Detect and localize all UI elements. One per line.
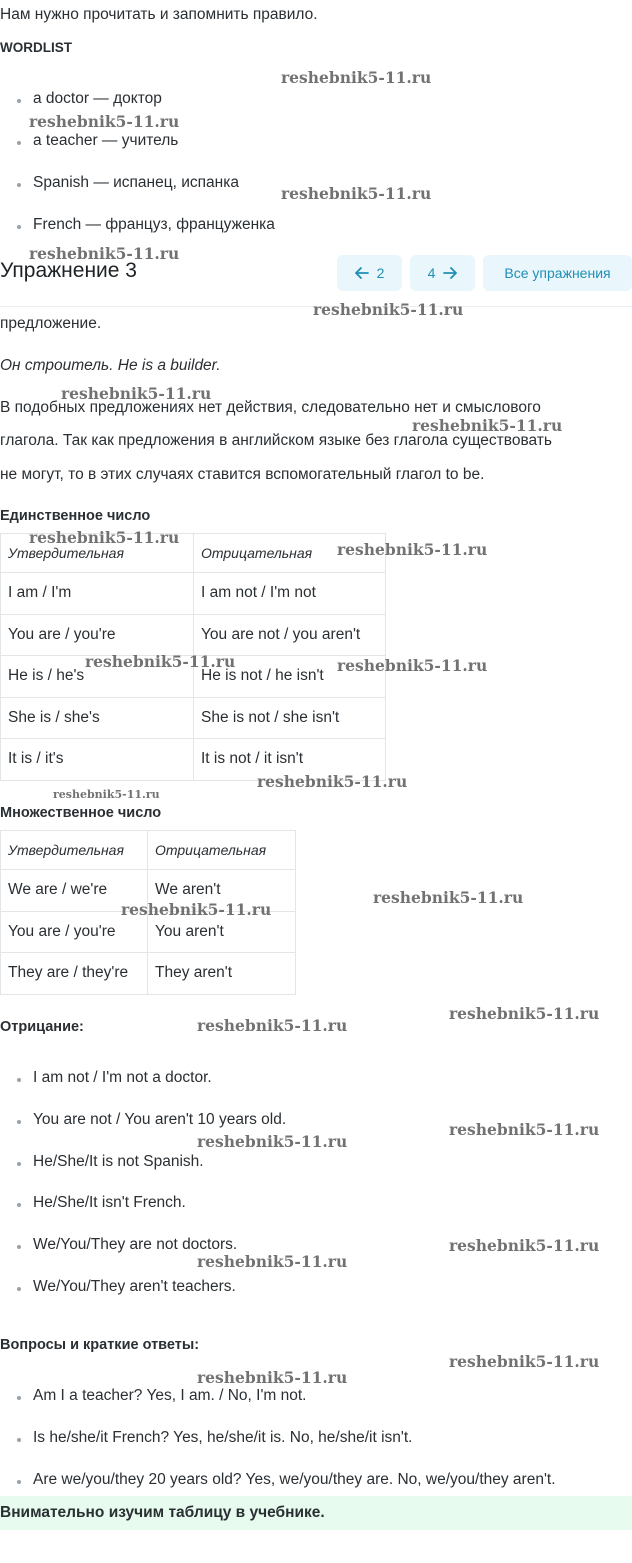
all-exercises-label: Все упражнения — [504, 265, 611, 281]
table-cell: We are / we're — [1, 870, 148, 912]
watermark: reshebnik5-11.ru — [281, 184, 432, 203]
list-item: Are we/you/they 20 years old? Yes, we/you/they are. No, we/you/they aren't. — [33, 1471, 556, 1488]
table-cell: I am not / I'm not — [194, 573, 386, 615]
table-cell: You are not / you aren't — [194, 614, 386, 656]
table-cell: I am / I'm — [1, 573, 194, 615]
list-item: a teacher — учитель — [33, 132, 179, 149]
watermark: reshebnik5-11.ru — [29, 528, 180, 547]
list-item: He/She/It is not Spanish. — [33, 1153, 204, 1170]
watermark: reshebnik5-11.ru — [197, 1132, 348, 1151]
paragraph: глагола. Так как предложения в английском языке без глагола существовать — [0, 432, 552, 449]
watermark: reshebnik5-11.ru — [337, 656, 488, 675]
table-cell: She is / she's — [1, 697, 194, 739]
section-heading: Множественное число — [0, 805, 162, 821]
table-row — [1, 573, 386, 615]
watermark: reshebnik5-11.ru — [313, 300, 464, 319]
table-row — [1, 697, 386, 739]
table-cell: It is not / it isn't — [194, 739, 386, 781]
arrow-right-icon — [443, 267, 457, 279]
watermark: reshebnik5-11.ru — [197, 1368, 348, 1387]
table-cell: It is / it's — [1, 739, 194, 781]
arrow-left-icon — [355, 267, 369, 279]
column-header: Отрицательная — [148, 831, 296, 870]
watermark: reshebnik5-11.ru — [29, 112, 180, 131]
column-header: Утвердительная — [1, 831, 148, 870]
table-cell: You are / you're — [1, 614, 194, 656]
list-item: Spanish — испанец, испанка — [33, 174, 239, 191]
next-exercise-label: 4 — [427, 265, 436, 281]
table-row — [1, 614, 386, 656]
exercise-title: Упражнение 3 — [0, 259, 137, 282]
table-cell: You are / you're — [1, 911, 148, 953]
watermark: reshebnik5-11.ru — [449, 1004, 600, 1023]
highlight-note: Внимательно изучим таблицу в учебнике. — [0, 1496, 632, 1530]
watermark: reshebnik5-11.ru — [449, 1120, 600, 1139]
column-header: Отрицательная — [194, 534, 386, 573]
section-heading: Отрицание: — [0, 1019, 84, 1035]
section-heading: Единственное число — [0, 508, 151, 524]
paragraph: не могут, то в этих случаях ставится вспомогательный глагол to be. — [0, 466, 485, 483]
watermark: reshebnik5-11.ru — [61, 384, 212, 403]
list-item: He/She/It isn't French. — [33, 1194, 186, 1211]
list-item: I am not / I'm not a doctor. — [33, 1069, 212, 1086]
watermark: reshebnik5-11.ru — [53, 788, 160, 801]
table-cell: They are / they're — [1, 953, 148, 995]
paragraph: предложение. — [0, 315, 102, 332]
singular-table — [0, 533, 386, 781]
watermark: reshebnik5-11.ru — [449, 1236, 600, 1255]
watermark: reshebnik5-11.ru — [412, 416, 563, 435]
next-exercise-button[interactable] — [410, 255, 475, 291]
table-row — [1, 953, 296, 995]
watermark: reshebnik5-11.ru — [85, 652, 236, 671]
divider — [0, 306, 632, 307]
watermark: reshebnik5-11.ru — [281, 68, 432, 87]
table-row — [1, 870, 296, 912]
list-item: We/You/They are not doctors. — [33, 1236, 238, 1253]
section-heading: Вопросы и краткие ответы: — [0, 1337, 200, 1353]
example-sentence: Он строитель. He is a builder. — [0, 357, 221, 374]
watermark: reshebnik5-11.ru — [373, 888, 524, 907]
table-row — [1, 739, 386, 781]
prev-exercise-button[interactable] — [337, 255, 402, 291]
plural-table — [0, 830, 296, 995]
table-cell: She is not / she isn't — [194, 697, 386, 739]
list-item: We/You/They aren't teachers. — [33, 1278, 236, 1295]
paragraph: В подобных предложениях нет действия, следовательно нет и смыслового — [0, 399, 541, 416]
wordlist-title: WORDLIST — [0, 40, 72, 55]
column-header: Утвердительная — [1, 534, 194, 573]
list-item: a doctor — доктор — [33, 90, 162, 107]
list-item: Am I a teacher? Yes, I am. / No, I'm not. — [33, 1387, 307, 1404]
watermark: reshebnik5-11.ru — [197, 1252, 348, 1271]
table-row — [1, 656, 386, 698]
prev-exercise-label: 2 — [376, 265, 385, 281]
intro-text: Нам нужно прочитать и запомнить правило. — [0, 6, 318, 23]
watermark: reshebnik5-11.ru — [449, 1352, 600, 1371]
list-item: Is he/she/it French? Yes, he/she/it is. No, he/she/it isn't. — [33, 1429, 413, 1446]
watermark: reshebnik5-11.ru — [257, 772, 408, 791]
table-cell: They aren't — [148, 953, 296, 995]
watermark: reshebnik5-11.ru — [121, 900, 272, 919]
table-cell: You aren't — [148, 911, 296, 953]
table-cell: We aren't — [148, 870, 296, 912]
list-item: French — француз, француженка — [33, 216, 275, 233]
list-item: You are not / You aren't 10 years old. — [33, 1111, 287, 1128]
watermark: reshebnik5-11.ru — [29, 244, 180, 263]
table-cell: He is / he's — [1, 656, 194, 698]
all-exercises-button[interactable] — [483, 255, 632, 291]
table-row — [1, 911, 296, 953]
watermark: reshebnik5-11.ru — [197, 1016, 348, 1035]
watermark: reshebnik5-11.ru — [337, 540, 488, 559]
table-cell: He is not / he isn't — [194, 656, 386, 698]
